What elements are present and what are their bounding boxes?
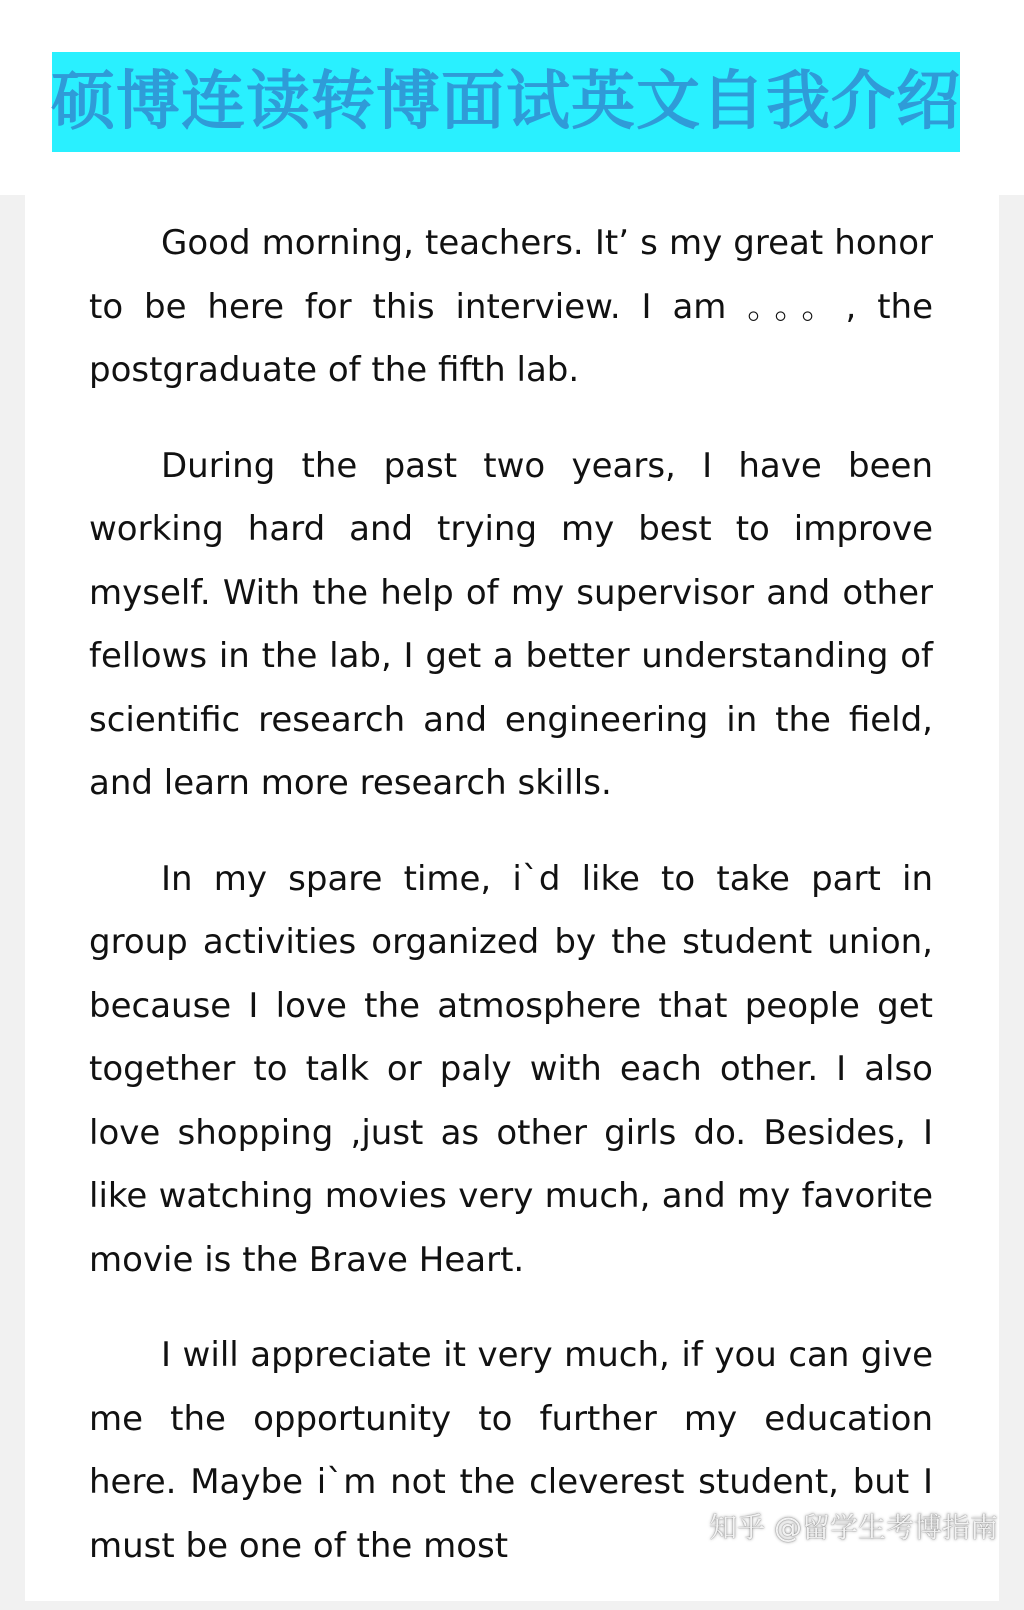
paragraph-text: During the past two years, I have been working hard and trying my best to improve myself. With the help of my supervisor and other fellows in the lab, I get a better understanding of scientific research and engineering in the field, and learn more research skills.	[89, 445, 933, 803]
paragraph-text: Good morning, teachers. It’ s my great honor to be here for this interview. I am 。。。, the postgraduate of the fifth lab.	[89, 223, 933, 390]
paragraph-hobbies	[89, 848, 933, 1293]
document-body	[89, 212, 933, 1610]
watermark: 知乎 @留学生考博指南	[709, 1511, 998, 1544]
paragraph-text: I will appreciate it very much, if you can give me the opportunity to further my education here. Maybe i`m not the cleverest student, but I must be one of the most	[89, 1335, 933, 1566]
title-banner	[52, 52, 960, 152]
movie-title: the Brave Heart.	[242, 1239, 525, 1280]
paragraph-greeting	[89, 212, 933, 403]
paragraph-experience	[89, 435, 933, 816]
paragraph-text: In my spare time, i`d like to take part in group activities organized by the student union, because I love the atmosphere that people get together to talk or paly with each other. I also love shopping ,just as other girls do. Besides, I like watching movies very much, and my favorite movie is	[89, 858, 933, 1280]
document-title: 硕博连读转博面试英文自我介绍	[51, 65, 961, 139]
